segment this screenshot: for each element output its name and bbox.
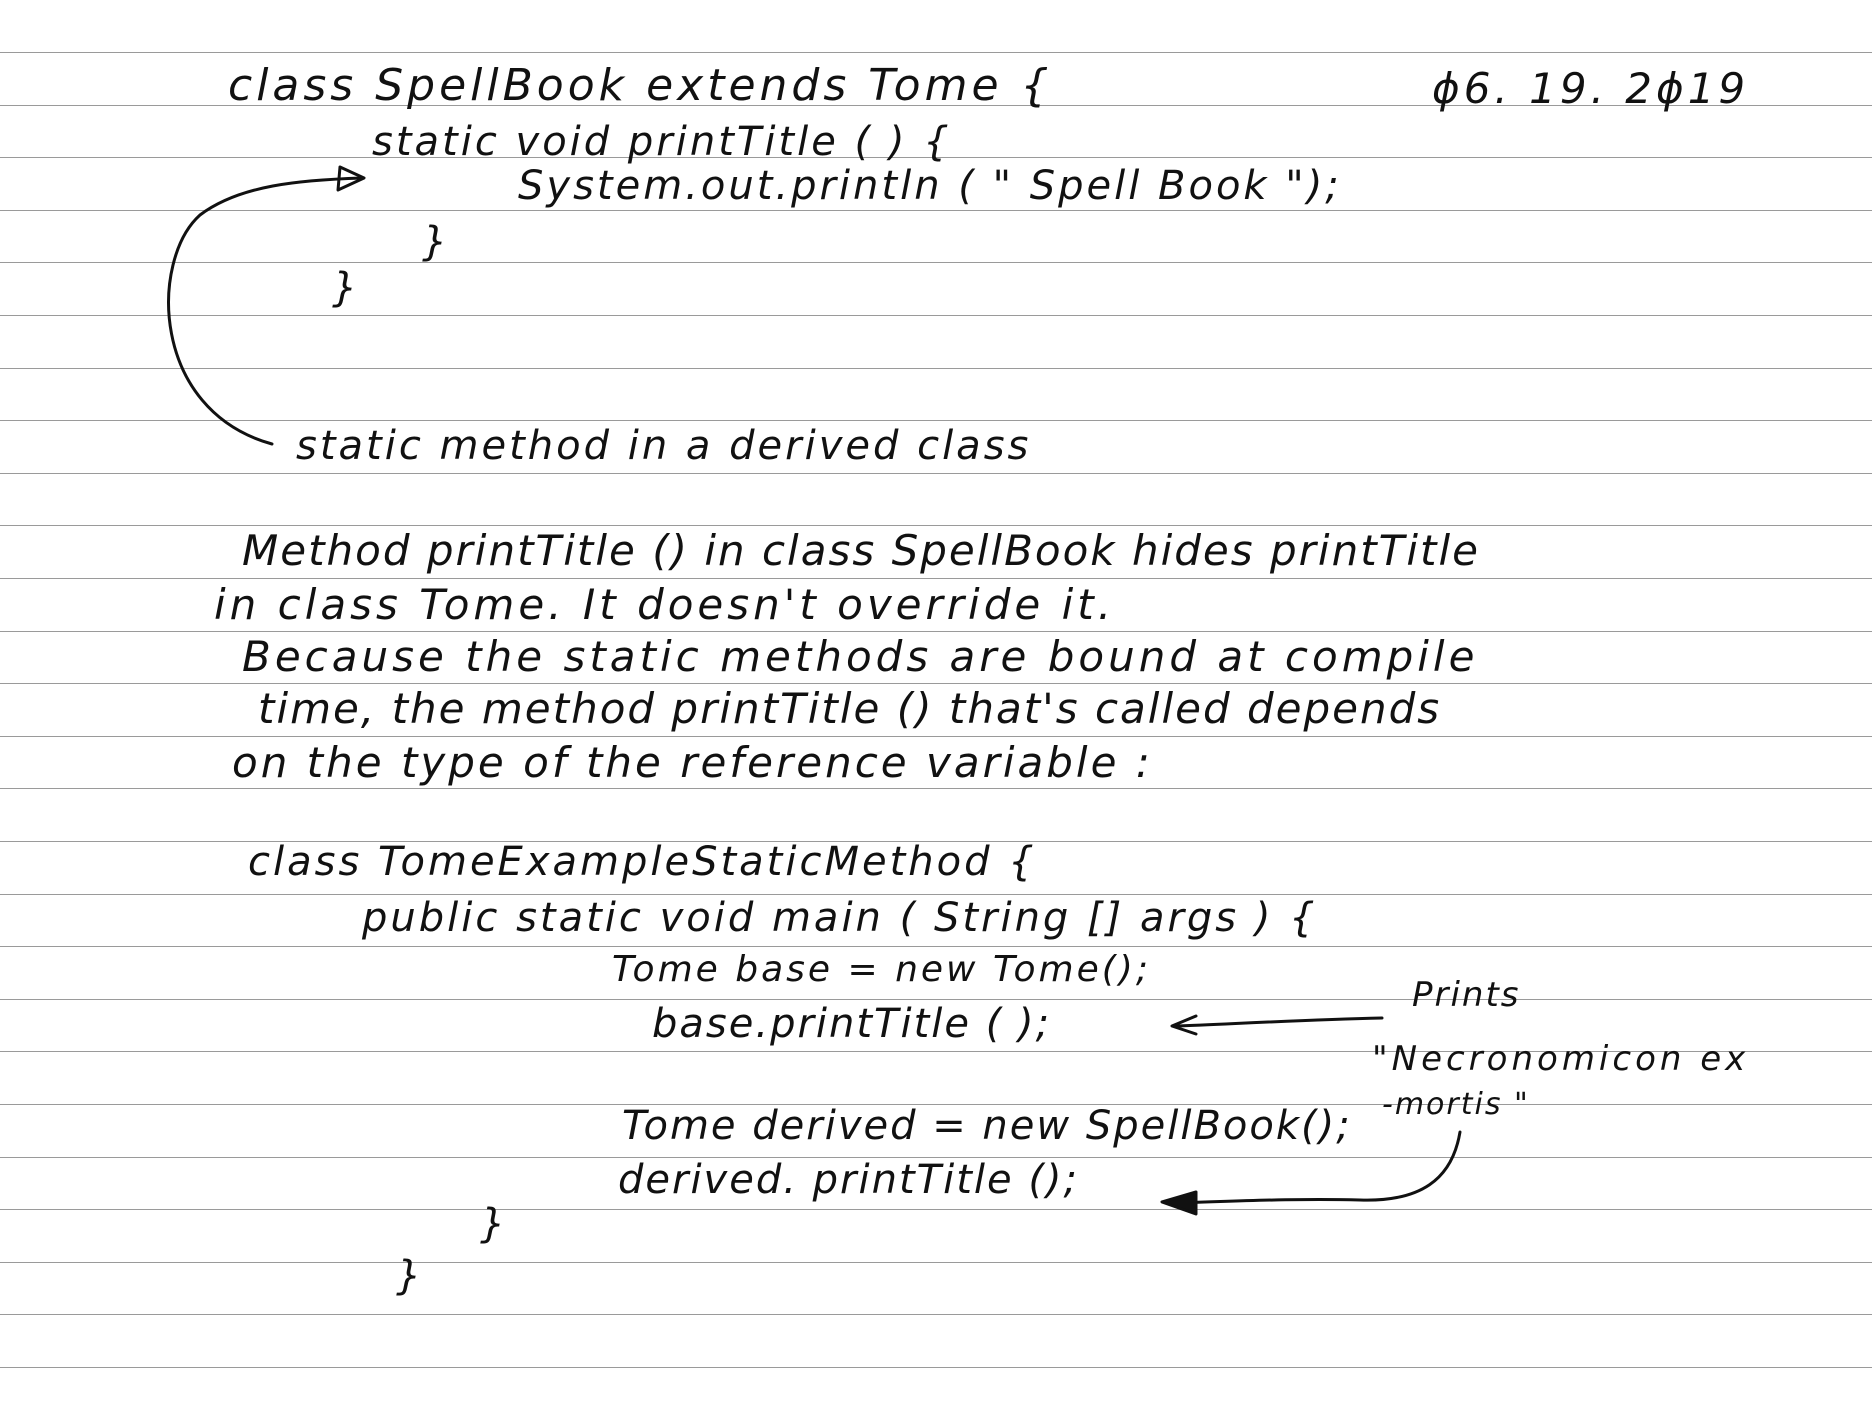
code2-derived-call: derived. printTitle (); — [618, 1157, 1079, 1203]
code1-method-close-brace: } — [422, 219, 449, 265]
date: ϕ6. 19. 2ϕ19 — [1432, 64, 1750, 113]
static-method-annotation: static method in a derived class — [296, 423, 1032, 469]
code1-println-statement: System.out.println ( " Spell Book "); — [518, 163, 1342, 209]
prints-arrow-derived — [1170, 1132, 1460, 1203]
code2-derived-declaration: Tome derived = new SpellBook(); — [622, 1103, 1352, 1149]
code2-class-close-brace: } — [396, 1253, 423, 1299]
code2-class-declaration: class TomeExampleStaticMethod { — [248, 839, 1037, 885]
explanation-line-1: Method printTitle () in class SpellBook hides printTitle — [242, 526, 1480, 575]
code2-base-declaration: Tome base = new Tome(); — [612, 949, 1151, 990]
code2-main-signature: public static void main ( String [] args ) { — [362, 895, 1318, 941]
explanation-line-2: in class Tome. It doesn't override it. — [214, 580, 1116, 629]
curved-arrow-static — [169, 178, 362, 444]
explanation-line-4: time, the method printTitle () that's called depends — [258, 684, 1442, 733]
explanation-line-5: on the type of the reference variable : — [232, 738, 1153, 787]
prints-output-line-1: "Necronomicon ex — [1372, 1039, 1750, 1079]
code2-base-call: base.printTitle ( ); — [652, 1001, 1052, 1047]
code2-method-close-brace: } — [480, 1201, 507, 1247]
explanation-line-3: Because the static methods are bound at compile — [242, 632, 1479, 681]
code1-method-signature: static void printTitle ( ) { — [372, 119, 952, 165]
code1-class-close-brace: } — [332, 265, 359, 311]
prints-arrow-base — [1176, 1018, 1382, 1026]
prints-label: Prints — [1412, 975, 1521, 1015]
prints-output-line-2: -mortis " — [1382, 1087, 1530, 1122]
code1-class-declaration: class SpellBook extends Tome { — [228, 60, 1053, 111]
prints-arrow-derived-head — [1162, 1192, 1196, 1214]
